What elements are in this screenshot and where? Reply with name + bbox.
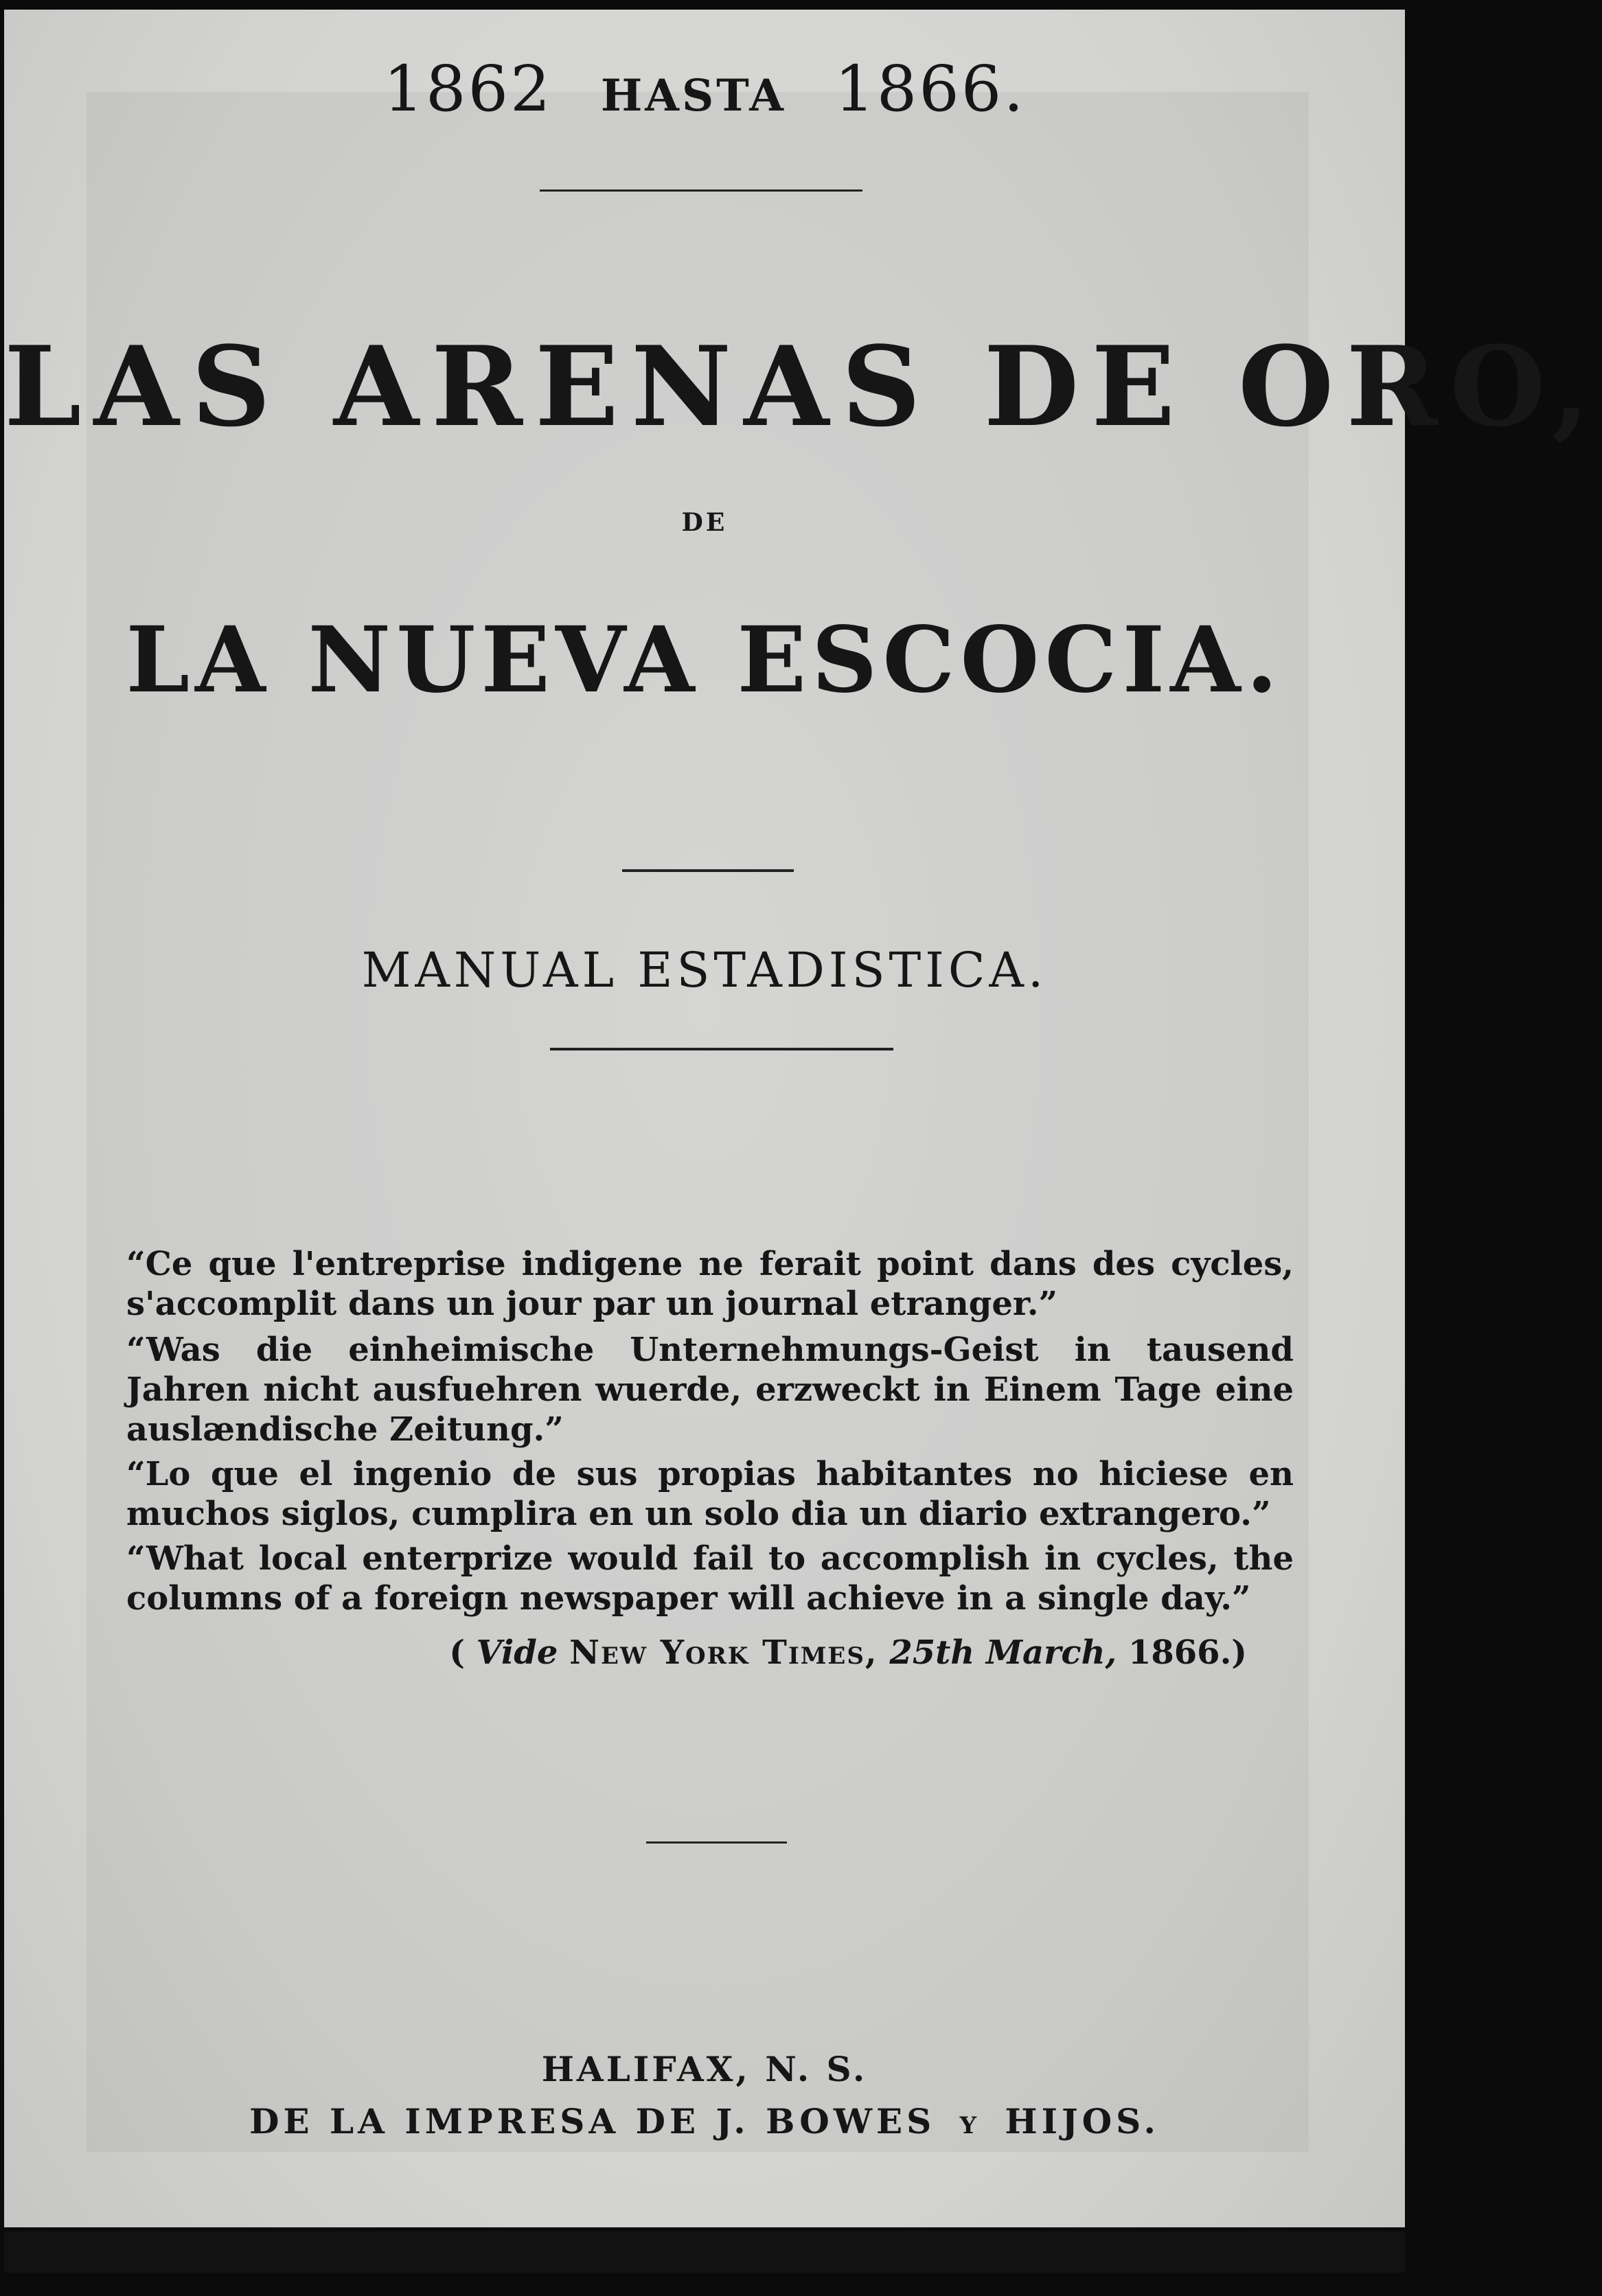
citation-source: New York Times,	[569, 1633, 878, 1672]
divider-rule-3	[550, 1048, 893, 1051]
printer-suffix: HIJOS.	[1005, 2101, 1160, 2142]
quote-german: “Was die einheimische Unternehmungs-Geist in tausend Jahren nicht ausfuehren wuerde, erzweckt in Einem Tage eine auslændische Zeitung.”	[126, 1331, 1294, 1449]
quote-english: “What local enterprize would fail to accomplish in cycles, the columns of a foreign newspaper will achieve in a single day.”	[126, 1539, 1294, 1618]
end-year: 1866.	[834, 52, 1026, 126]
citation	[449, 1633, 1247, 1672]
subtitle: MANUAL ESTADISTICA.	[361, 942, 1048, 998]
scan-border	[4, 2231, 1405, 2273]
date-connector: HASTA	[600, 70, 786, 122]
citation-date: 25th March,	[889, 1633, 1117, 1672]
printer-name: DE LA IMPRESA DE J. BOWES	[249, 2101, 936, 2142]
start-year: 1862	[383, 52, 553, 126]
divider-rule-1	[540, 190, 862, 192]
title-connector: DE	[681, 508, 728, 537]
main-title-line-2: LA NUEVA ESCOCIA.	[126, 607, 1283, 713]
imprint-printer	[4, 2101, 1405, 2142]
divider-rule-4	[646, 1841, 787, 1844]
main-title-line-1: LAS ARENAS DE ORO,	[4, 322, 1602, 451]
quote-french: “Ce que l'entreprise indigene ne ferait point dans des cycles, s'accomplit dans un jour par un journal etranger.”	[126, 1245, 1294, 1323]
quote-spanish: “Lo que el ingenio de sus propias habitantes no hiciese en muchos siglos, cumplira en un solo dia un diario extrangero.”	[126, 1455, 1294, 1533]
imprint-place: HALIFAX, N. S.	[541, 2049, 868, 2089]
divider-rule-2	[622, 869, 794, 872]
printer-conjunction: Y	[959, 2112, 981, 2139]
title-page	[4, 10, 1602, 2227]
date-range	[4, 52, 1405, 126]
citation-year: 1866.)	[1128, 1633, 1247, 1672]
citation-vide: Vide	[476, 1633, 558, 1672]
citation-open: (	[449, 1633, 465, 1672]
